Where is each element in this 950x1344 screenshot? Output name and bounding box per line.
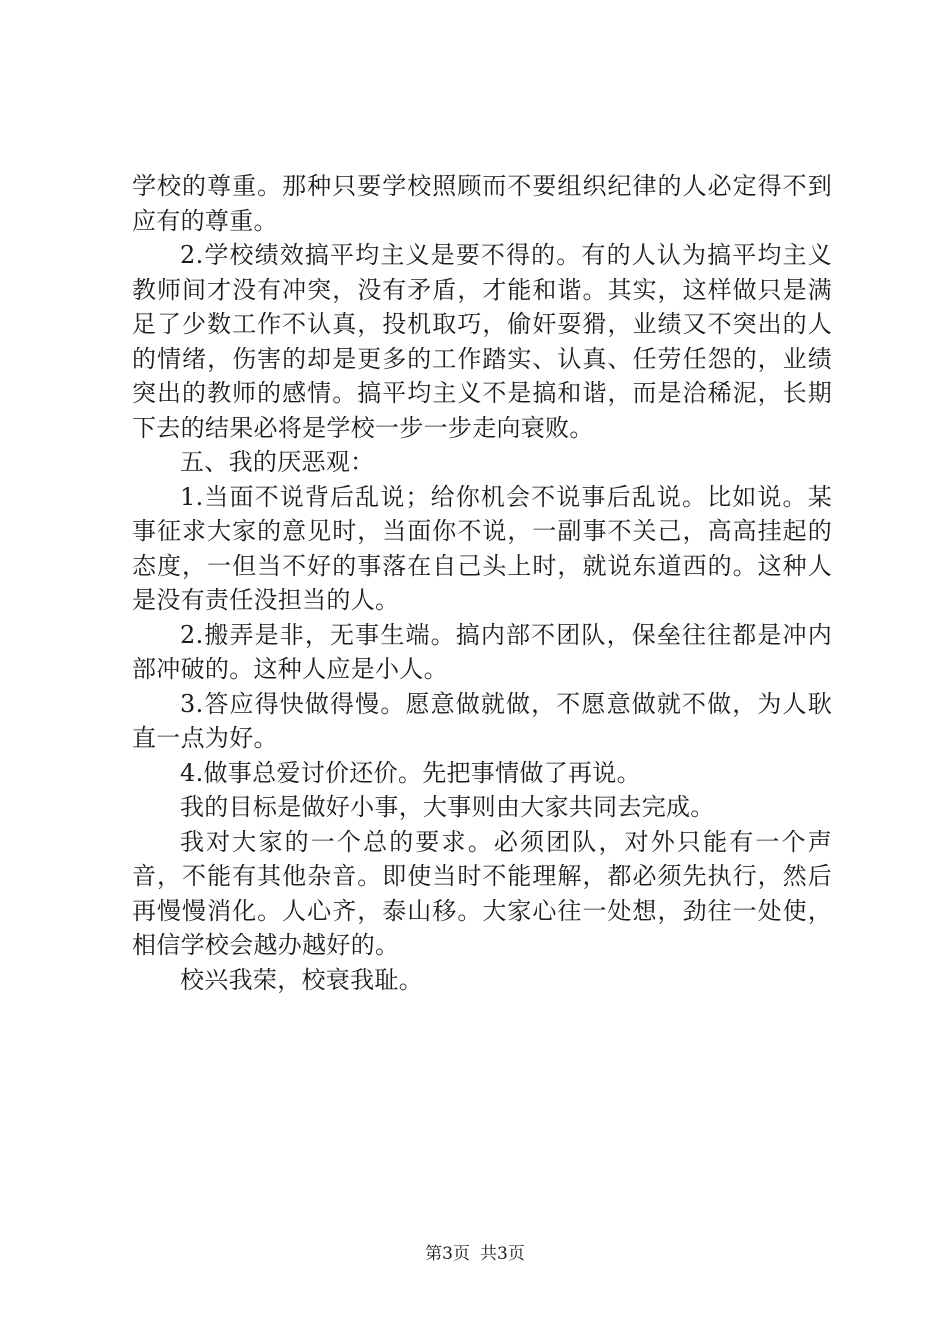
page-footer: [0, 1243, 950, 1265]
paragraph: 3.答应得快做得慢。愿意做就做，不愿意做就不做，为人耿直一点为好。: [132, 689, 832, 752]
document-body: [132, 169, 832, 997]
page-number: 第3页: [425, 1244, 470, 1264]
paragraph: 2.学校绩效搞平均主义是要不得的。有的人认为搞平均主义教师间才没有冲突，没有矛盾，才能和谐。其实，这样做只是满足了少数工作不认真，投机取巧，偷奸耍猾，业绩又不突出的人的情绪，伤害的却是更多的工作踏实、认真、任劳任怨的，业绩突出的教师的感情。搞平均主义不是搞和谐，而是洽稀泥，长期下去的结果必将是学校一步一步走向衰败。: [132, 241, 832, 442]
paragraph: 4.做事总爱讨价还价。先把事情做了再说。: [180, 758, 641, 787]
paragraph: 我对大家的一个总的要求。必须团队，对外只能有一个声音，不能有其他杂音。即使当时不能理解，都必须先执行，然后再慢慢消化。人心齐，泰山移。大家心往一处想，劲往一处使，相信学校会越办越好的。: [132, 827, 832, 959]
paragraph: 1.当面不说背后乱说；给你机会不说事后乱说。比如说。某事征求大家的意见时，当面你不说，一副事不关己，高高挂起的态度，一但当不好的事落在自己头上时，就说东道西的。这种人是没有责任没担当的人。: [132, 482, 832, 614]
section-heading: 五、我的厌恶观：: [180, 448, 375, 476]
paragraph: 我的目标是做好小事，大事则由大家共同去完成。: [180, 793, 715, 821]
paragraph: 校兴我荣，校衰我耻。: [180, 965, 423, 994]
paragraph: 学校的尊重。那种只要学校照顾而不要组织纪律的人必定得不到应有的尊重。: [132, 172, 832, 235]
page-total: 共3页: [480, 1244, 525, 1264]
paragraph: 2.搬弄是非，无事生端。搞内部不团队，保垒往往都是冲内部冲破的。这种人应是小人。: [132, 620, 832, 683]
